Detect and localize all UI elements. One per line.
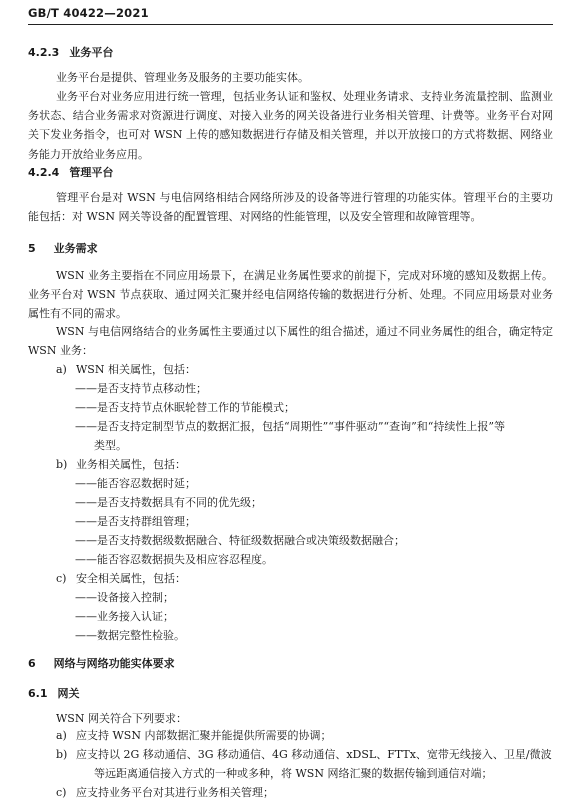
list-item-a: a) WSN 相关属性，包括：: [56, 363, 196, 376]
section-heading-5: [28, 240, 98, 256]
list-subitem: ——数据完整性检验。: [75, 629, 185, 642]
list-item-a: a) 应支持 WSN 内部数据汇聚并能提供所需要的协调；: [56, 729, 332, 742]
section-number: 6: [28, 657, 36, 670]
section-heading-4-2-3: [28, 44, 113, 60]
section-heading-4-2-4: [28, 164, 113, 180]
section-title: 业务平台: [69, 46, 114, 59]
paragraph: WSN 网关符合下列要求：: [56, 712, 187, 725]
section-number: 4.2.3: [28, 46, 60, 59]
list-item-b: b) 业务相关属性，包括：: [56, 458, 186, 471]
list-subitem: ——能否容忍数据损失及相应容忍程度。: [75, 553, 273, 566]
section-title: 网关: [57, 687, 80, 700]
section-title: 网络与网络功能实体要求: [53, 657, 175, 670]
list-subitem: ——是否支持定制型节点的数据汇报，包括“周期性”“事件驱动”“查询”和“持续性上报”等: [75, 420, 505, 433]
list-subitem: ——业务接入认证；: [75, 610, 174, 623]
standard-code: GB/T 40422—2021: [28, 6, 149, 20]
header-rule: [28, 24, 553, 25]
section-number: 4.2.4: [28, 166, 60, 179]
list-subitem: ——设备接入控制；: [75, 591, 174, 604]
paragraph: 业务平台是提供、管理业务及服务的主要功能实体。: [56, 71, 309, 84]
section-heading-6-1: [28, 685, 80, 701]
section-title: 管理平台: [69, 166, 114, 179]
list-subitem-continuation: 类型。: [94, 439, 127, 452]
list-subitem: ——能否容忍数据时延；: [75, 477, 196, 490]
list-item-continuation: 等远距离通信接入方式的一种或多种，将 WSN 网络汇聚的数据传输到通信对端；: [94, 767, 493, 780]
list-item-c: c) 应支持业务平台对其进行业务相关管理；: [56, 786, 274, 799]
paragraph: WSN 业务主要指在不同应用场景下，在满足业务属性要求的前提下，完成对环境的感知及数据上传。业务平台对 WSN 节点获取、通过网关汇聚并经电信网络传输的数据进行分析、处理。不同应用场景对业务属性有不同的需求。: [28, 269, 553, 321]
section-title: 业务需求: [53, 242, 98, 255]
section-number: 5: [28, 242, 36, 255]
section-number: 6.1: [28, 687, 48, 700]
paragraph: 业务平台对业务应用进行统一管理，包括业务认证和鉴权、处理业务请求、支持业务流量控制、监测业务状态、结合业务需求对资源进行调度、对接入业务的网关设备进行业务相关管理、计费等。业务平台对网关下发业务指令，也可对 WSN 上传的感知数据进行存储及相关管理，并以开放接口的方式将数据、网络业务能力开放给业务应用。: [28, 90, 553, 161]
paragraph: 管理平台是对 WSN 与电信网络相结合网络所涉及的设备等进行管理的功能实体。管理平台的主要功能包括：对 WSN 网关等设备的配置管理、对网络的性能管理，以及安全管理和故障管理等。: [28, 191, 553, 224]
list-subitem: ——是否支持节点移动性；: [75, 382, 207, 395]
list-subitem: ——是否支持数据级数据融合、特征级数据融合或决策级数据融合；: [75, 534, 405, 547]
list-subitem: ——是否支持节点休眠轮替工作的节能模式；: [75, 401, 295, 414]
paragraph: WSN 与电信网络结合的业务属性主要通过以下属性的组合描述，通过不同业务属性的组合，确定特定 WSN 业务：: [28, 325, 553, 358]
list-subitem: ——是否支持群组管理；: [75, 515, 196, 528]
list-item-c: c) 安全相关属性，包括：: [56, 572, 186, 585]
list-item-b: b) 应支持以 2G 移动通信、3G 移动通信、4G 移动通信、xDSL、FTTx、宽带无线接入、卫星/微波: [56, 748, 552, 761]
list-subitem: ——是否支持数据具有不同的优先级；: [75, 496, 262, 509]
section-heading-6: [28, 655, 175, 671]
